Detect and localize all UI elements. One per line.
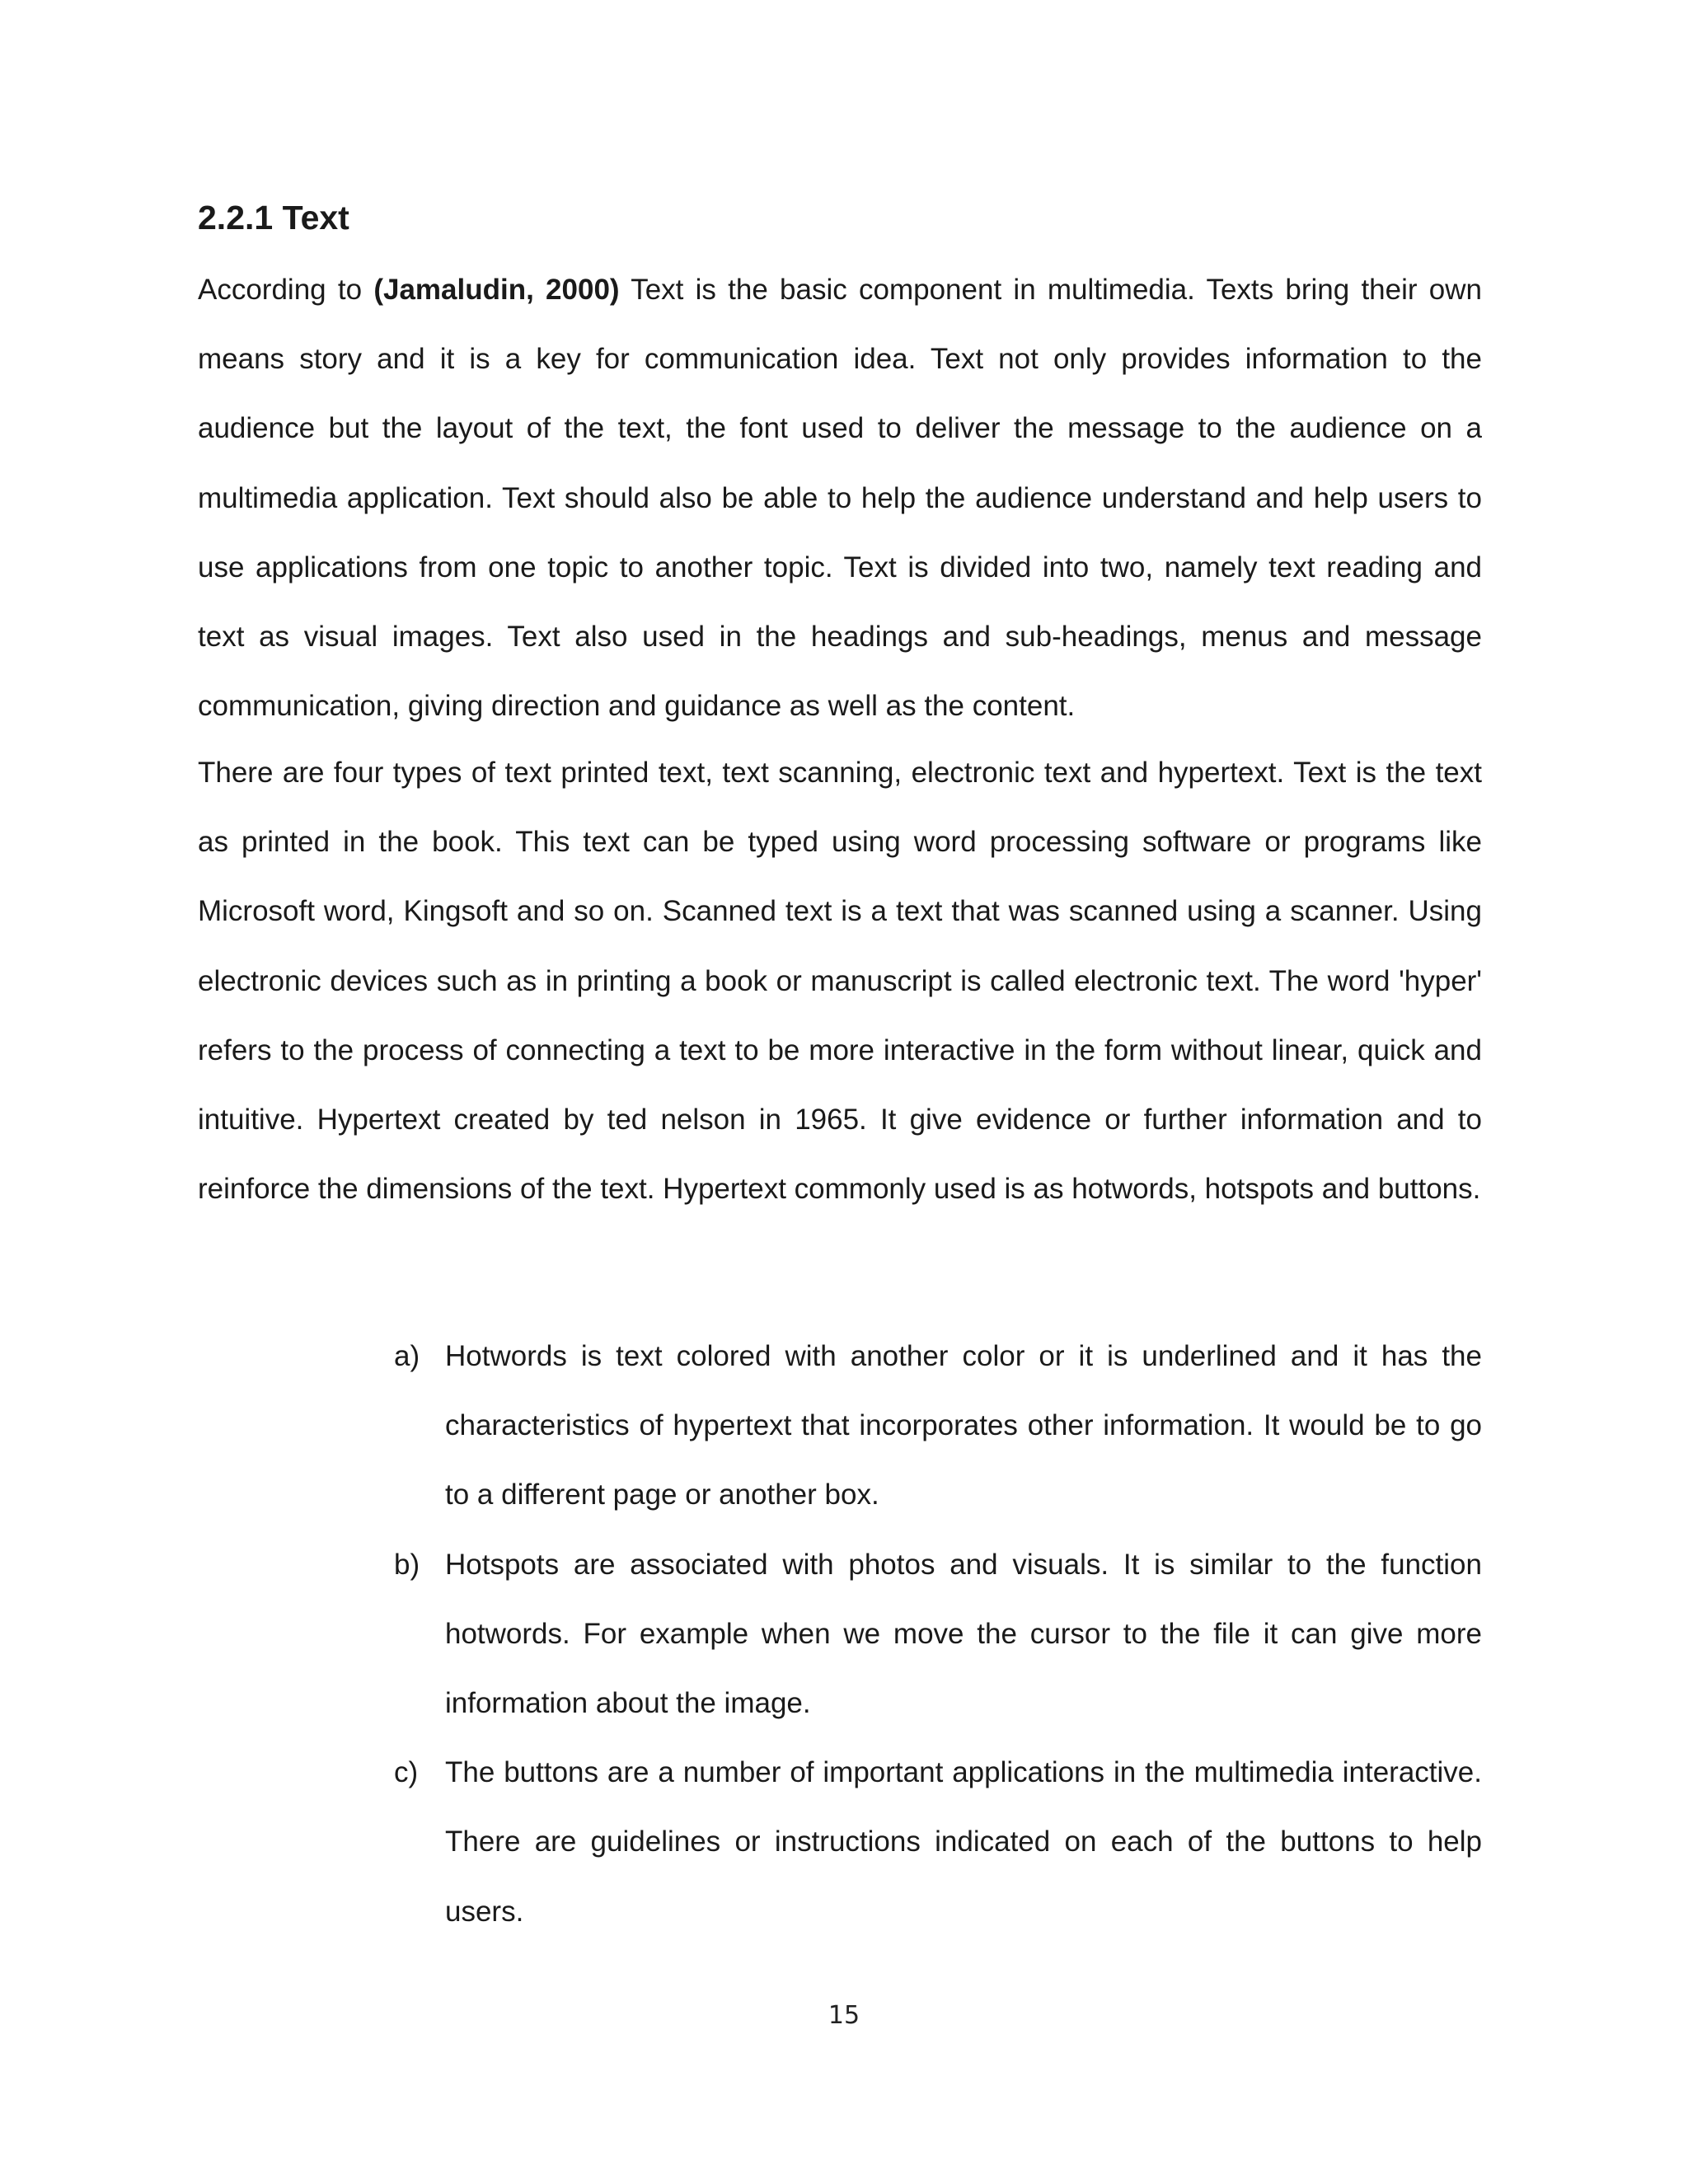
list-item-hotwords xyxy=(394,1322,1482,1530)
list-item-text: Hotspots are associated with photos and visuals. It is similar to the function hotwords. For example when we move the cursor to the file it can give more information about the image. xyxy=(445,1548,1482,1720)
hypertext-list xyxy=(394,1322,1482,1947)
list-item-text: The buttons are a number of important applications in the multimedia interactive. There are guidelines or instructions indicated on each of the buttons to help users. xyxy=(445,1756,1482,1928)
list-marker: a) xyxy=(394,1340,420,1372)
paragraph-intro-lead: According to xyxy=(198,274,363,306)
list-item-buttons xyxy=(394,1738,1482,1947)
paragraph-intro-text: Text is the basic component in multimedia. Texts bring their own means story and it is a key for communication idea. Text not only provides information to the audience but the layout of the text, the font used to deliver the message to the audience on a multimedia application. Text should also be able to help the audience understand and help users to use applications from one topic to another topic. Text is divided into two, namely text reading and text as visual images. Text also used in the headings and sub-headings, menus and message communication, giving direction and guidance as well as the content. xyxy=(198,274,1482,723)
section-heading: 2.2.1 Text xyxy=(198,199,349,237)
page-number: 15 xyxy=(828,2001,860,2030)
list-item-hotspots xyxy=(394,1530,1482,1739)
paragraph-text-types: There are four types of text printed text, text scanning, electronic text and hypertext. Text is the text as printed in the book. This text can be typed using word processing software or programs like Microsoft word, Kingsoft and so on. Scanned text is a text that was scanned using a scanner. Using electronic devices such as in printing a book or manuscript is called electronic text. The word 'hyper' refers to the process of connecting a text to be more interactive in the form without linear, quick and intuitive. Hypertext created by ted nelson in 1965. It give evidence or further information and to reinforce the dimensions of the text. Hypertext commonly used is as hotwords, hotspots and buttons. xyxy=(198,757,1482,1206)
paragraph-intro xyxy=(198,255,1482,741)
citation: (Jamaludin, 2000) xyxy=(373,274,620,306)
list-marker: c) xyxy=(394,1756,419,1789)
list-item-text: Hotwords is text colored with another color or it is underlined and it has the characteristics of hypertext that incorporates other information. It would be to go to a different page or another box. xyxy=(445,1340,1482,1511)
list-marker: b) xyxy=(394,1548,420,1581)
